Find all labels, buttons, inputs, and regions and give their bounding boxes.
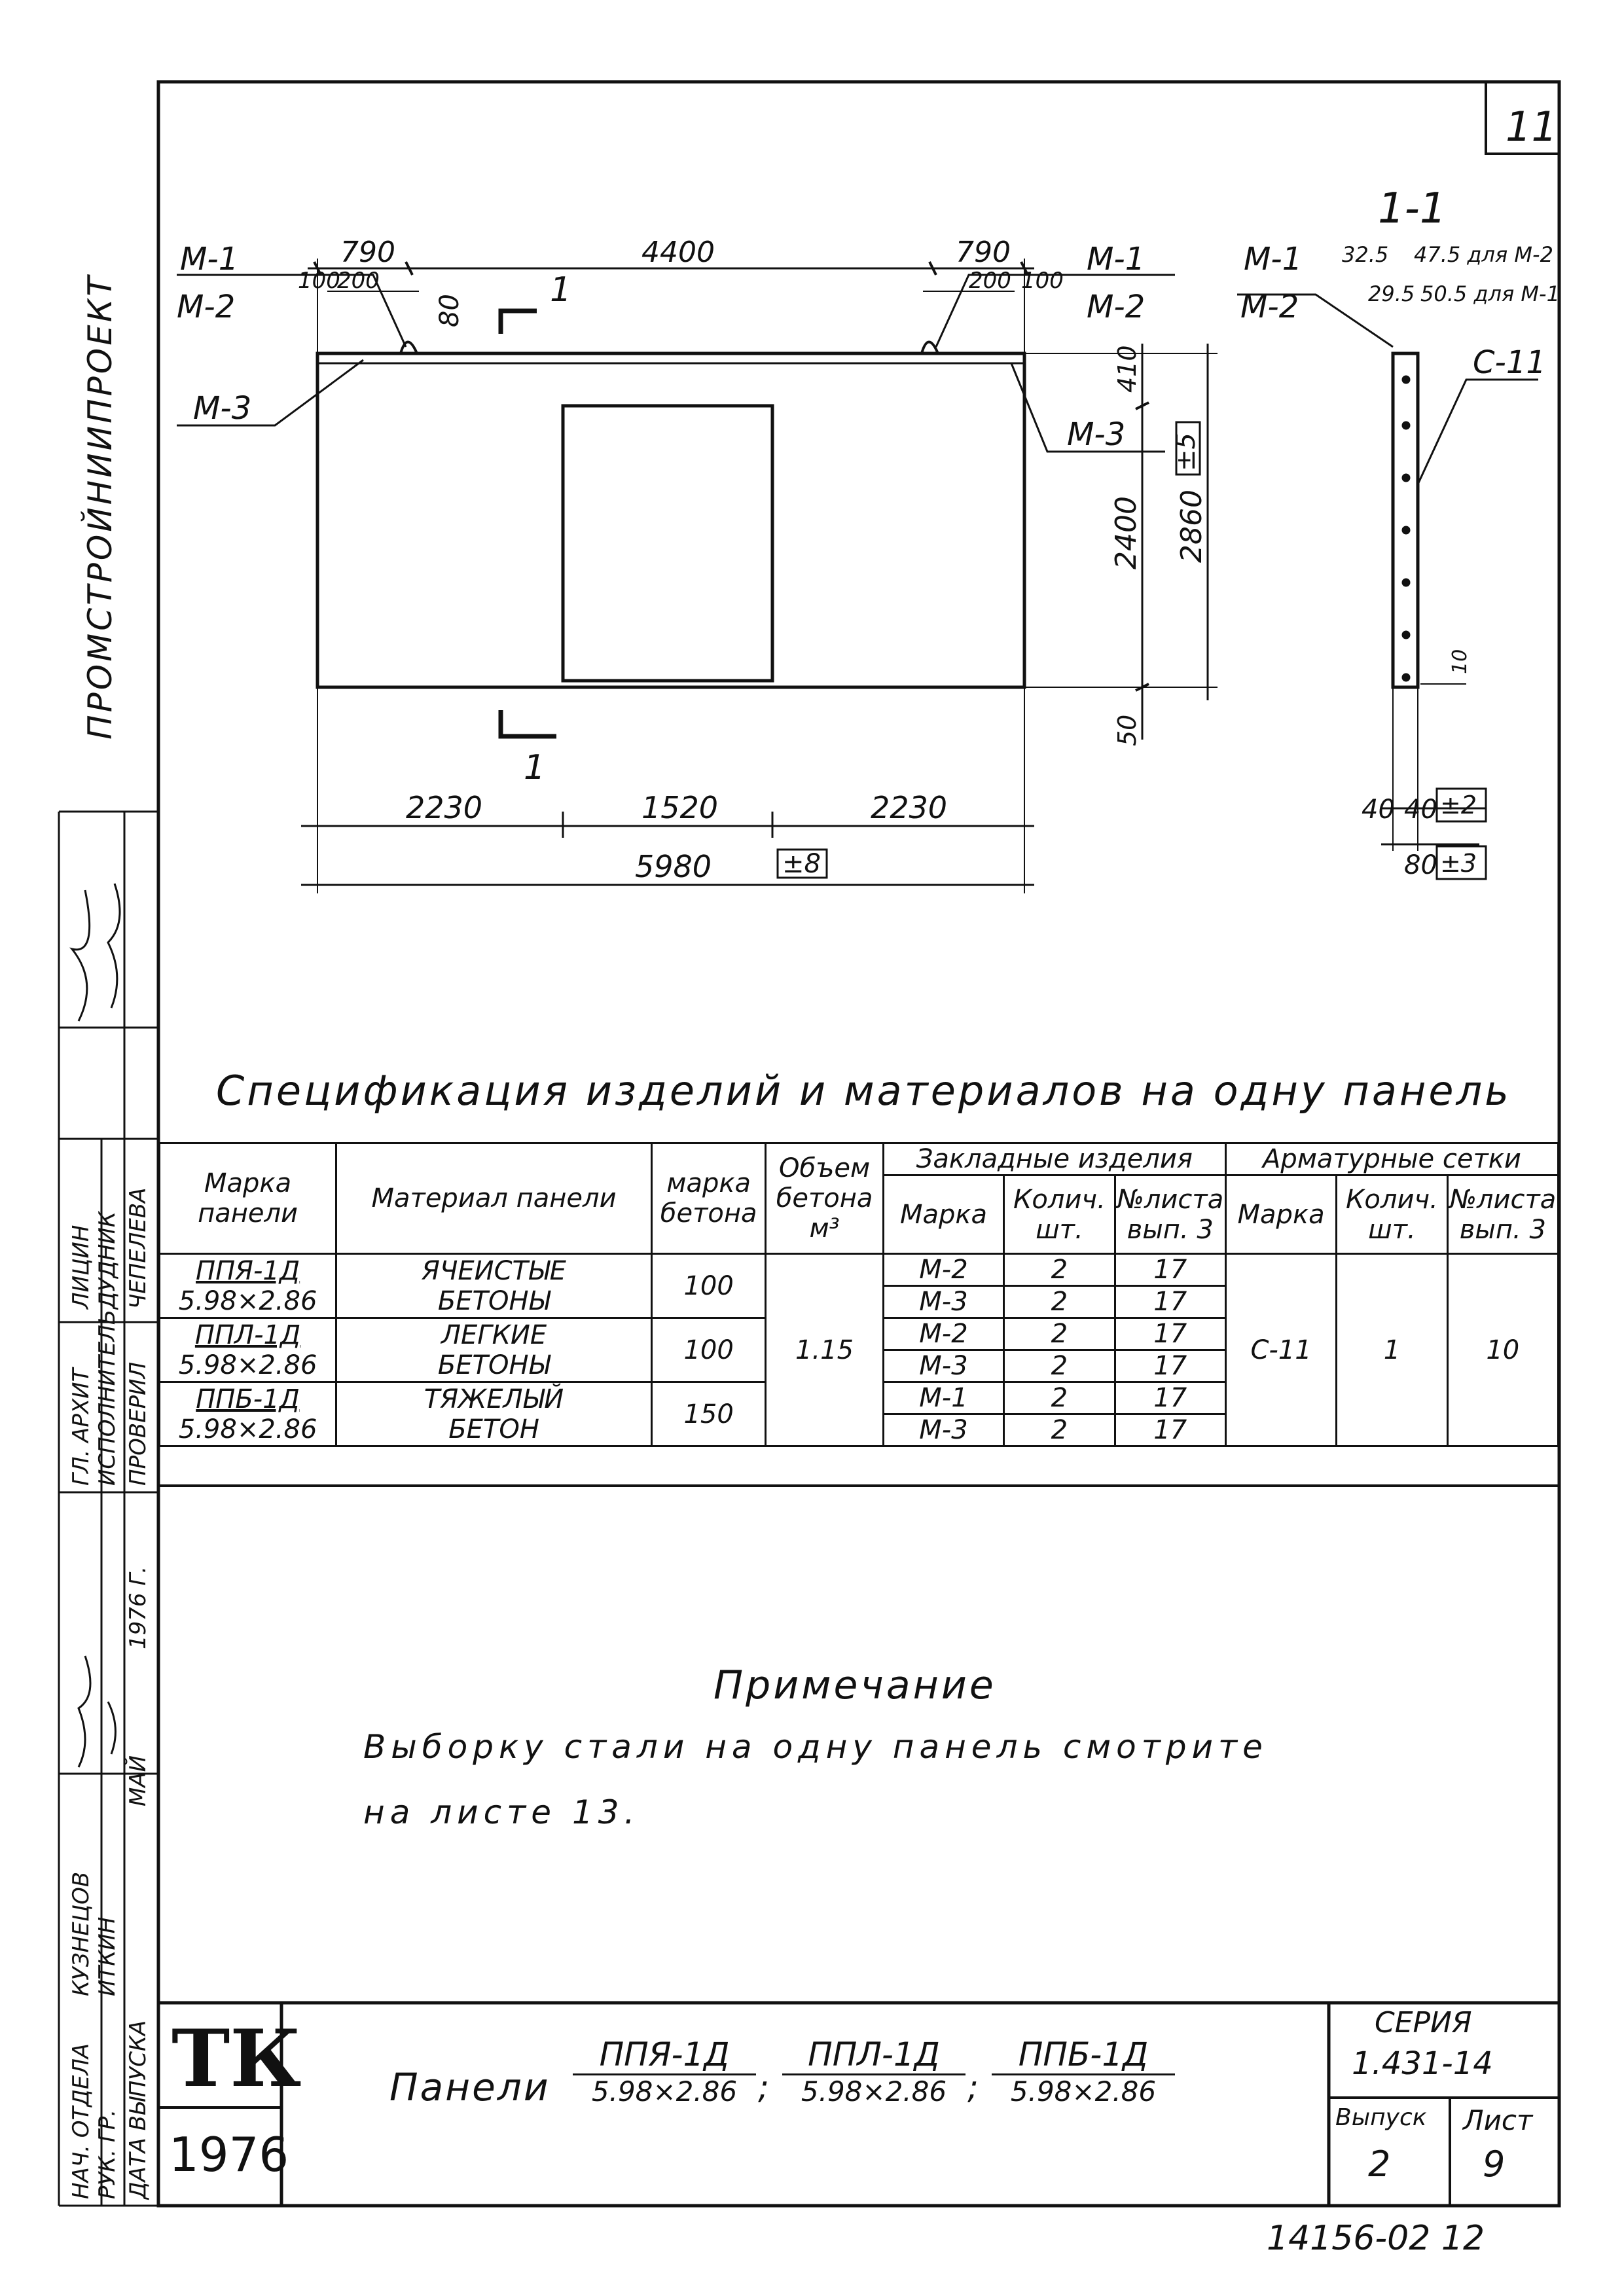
section-dim-40-left: 40: [1362, 795, 1395, 825]
fraction-denominator: 5.98×2.86: [1010, 2075, 1157, 2108]
item-qty: 2: [1004, 1286, 1115, 1318]
dim-1520: 1520: [641, 790, 719, 825]
name-itkin: ИТКИН: [94, 1916, 120, 1996]
item-mark: М-3: [883, 1414, 1003, 1446]
series-label: СЕРИЯ: [1375, 2006, 1472, 2039]
separator: ;: [758, 2068, 769, 2106]
section-note-47-5: 47.5 для М-2: [1414, 242, 1553, 267]
section-label-m1: М-1: [1244, 241, 1303, 278]
section-note-29-5: 29.5: [1368, 281, 1415, 306]
mesh-mark: С-11: [1225, 1254, 1336, 1446]
sheet-value: 9: [1483, 2144, 1506, 2185]
item-sheet: 17: [1115, 1350, 1225, 1382]
opening: [563, 406, 772, 681]
dim-200-left: 200: [337, 268, 380, 294]
panel-mark: ППЛ-1Д: [194, 1319, 301, 1350]
th-mesh-qty: Колич. шт.: [1337, 1175, 1447, 1254]
item-mark: М-2: [883, 1254, 1003, 1286]
tolerance-5: ±5: [1171, 433, 1201, 471]
dim-4400: 4400: [641, 236, 715, 269]
dim-790-right: 790: [956, 236, 1011, 269]
dim-100-left: 100: [298, 268, 340, 294]
sheet-number: 11: [1506, 103, 1557, 151]
mesh-sheet: 10: [1447, 1254, 1558, 1446]
dim-80: 80: [435, 294, 465, 327]
panel-material-cell: [336, 1382, 652, 1446]
label-m3-left: М-3: [193, 390, 252, 427]
date-may: МАЙ: [125, 1755, 151, 1806]
section-1-1: [1237, 295, 1538, 879]
label-m2-right: М-2: [1087, 289, 1146, 325]
material-line: ЛЕГКИЕ: [441, 1319, 547, 1350]
separator: ;: [967, 2068, 979, 2106]
item-mark: М-3: [883, 1350, 1003, 1382]
panel-material-cell: [336, 1254, 652, 1318]
role-arch: ГЛ. АРХИТ: [68, 1368, 94, 1486]
fraction-numerator: ППЯ-1Д: [573, 2036, 756, 2075]
panel-size: 5.98×2.86: [178, 1350, 317, 1380]
name-kuznetsov: КУЗНЕЦОВ: [68, 1871, 94, 1996]
label-m1-right: М-1: [1087, 241, 1146, 278]
fraction-ppb: [992, 2036, 1175, 2108]
th-volume: Объем бетона м³: [766, 1143, 883, 1254]
grade-cell: 150: [651, 1382, 765, 1446]
section-note-50-5: 50.5 для М-1: [1420, 281, 1560, 306]
dim-2400: 2400: [1110, 496, 1143, 569]
note-line-2: на листе 13.: [363, 1793, 640, 1831]
item-sheet: 17: [1115, 1414, 1225, 1446]
footer-number: 14156-02 12: [1267, 2219, 1485, 2258]
dim-410: 410: [1113, 345, 1142, 393]
fraction-denominator: 5.98×2.86: [801, 2075, 947, 2108]
series-value: 1.431-14: [1352, 2045, 1493, 2082]
fraction-ppya: [573, 2036, 756, 2108]
section-tolerance-2: ±2: [1440, 791, 1477, 819]
sheet-label: Лист: [1463, 2104, 1533, 2136]
item-sheet: 17: [1115, 1286, 1225, 1318]
label-m3-right: М-3: [1067, 416, 1126, 453]
material-line: БЕТОН: [448, 1414, 539, 1444]
dim-2230-right: 2230: [871, 790, 948, 825]
stamp-year: 1976 Г.: [125, 1566, 151, 1649]
section-label-m2: М-2: [1240, 289, 1299, 325]
material-line: ТЯЖЕЛЫЙ: [424, 1384, 564, 1414]
item-qty: 2: [1004, 1254, 1115, 1286]
item-mark: М-2: [883, 1318, 1003, 1350]
spec-title: Спецификация изделий и материалов на одну панель: [216, 1067, 1511, 1115]
dim-2230-left: 2230: [406, 790, 483, 825]
role-date: ДАТА ВЫПУСКА: [125, 2020, 151, 2199]
th-embedded: Закладные изделия: [883, 1143, 1225, 1175]
dim-790-left: 790: [340, 236, 395, 269]
section-title: 1-1: [1378, 185, 1447, 233]
grade-cell: 100: [651, 1318, 765, 1382]
role-checked: ПРОВЕРИЛ: [125, 1361, 151, 1486]
material-line: БЕТОНЫ: [437, 1285, 550, 1316]
item-qty: 2: [1004, 1414, 1115, 1446]
item-qty: 2: [1004, 1382, 1115, 1414]
material-line: ЯЧЕИСТЫЕ: [422, 1255, 566, 1286]
panel-size: 5.98×2.86: [178, 1414, 317, 1444]
th-mark-panel: Марка панели: [160, 1143, 336, 1254]
panel-material-cell: [336, 1318, 652, 1382]
section-tolerance-3: ±3: [1440, 849, 1477, 878]
item-qty: 2: [1004, 1350, 1115, 1382]
role-group: РУК. ГР.: [94, 2109, 120, 2199]
name-chepeleva: ЧЕПЕЛЕВА: [125, 1187, 151, 1309]
dim-50: 50: [1113, 714, 1142, 746]
spec-header-row: [160, 1143, 1559, 1175]
tk-logo: ТК: [171, 2013, 302, 2105]
drawing-labels: [177, 185, 1560, 884]
th-emb-qty: Колич. шт.: [1004, 1175, 1115, 1254]
panel-mark-cell: [160, 1318, 336, 1382]
mesh-qty: 1: [1337, 1254, 1447, 1446]
dim-200-right: 200: [969, 268, 1011, 294]
item-mark: М-3: [883, 1286, 1003, 1318]
th-material: Материал панели: [336, 1143, 652, 1254]
signature-scribble: [72, 884, 120, 1021]
panel-mark: ППЯ-1Д: [196, 1255, 300, 1286]
issue-label: Выпуск: [1335, 2104, 1427, 2131]
item-mark: М-1: [883, 1382, 1003, 1414]
name-litsin: ЛИЦИН: [68, 1225, 94, 1309]
section-note-32-5: 32.5: [1342, 242, 1389, 267]
fraction-numerator: ППБ-1Д: [992, 2036, 1175, 2075]
tolerance-8: ±8: [782, 849, 821, 879]
th-emb-sheet: №листа вып. 3: [1115, 1175, 1225, 1254]
item-qty: 2: [1004, 1318, 1115, 1350]
note-line-1: Выборку стали на одну панель смотрите: [363, 1728, 1268, 1766]
panel-mark-cell: [160, 1254, 336, 1318]
dim-2860: 2860: [1175, 490, 1208, 563]
name-dudnik: ДУДНИК: [94, 1211, 120, 1309]
item-sheet: 17: [1115, 1254, 1225, 1286]
th-mesh-sheet: №листа вып. 3: [1447, 1175, 1558, 1254]
signature-scribble-lower: [79, 1656, 115, 1767]
label-m2-left: М-2: [177, 289, 236, 325]
table-row: [160, 1254, 1559, 1286]
panel-size: 5.98×2.86: [178, 1285, 317, 1316]
th-mesh: Арматурные сетки: [1225, 1143, 1558, 1175]
role-head: НАЧ. ОТДЕЛА: [68, 2043, 94, 2199]
fraction-ppl: [782, 2036, 965, 2108]
section-dim-10: 10: [1449, 649, 1471, 674]
item-sheet: 17: [1115, 1318, 1225, 1350]
panel-mark-cell: [160, 1382, 336, 1446]
section-dim-40-right: 40: [1404, 795, 1437, 825]
role-executor: ИСПОЛНИТЕЛЬ: [94, 1309, 120, 1486]
section-dim-80: 80: [1404, 850, 1437, 880]
th-emb-mark: Марка: [883, 1175, 1003, 1254]
dim-5980: 5980: [635, 849, 712, 884]
volume-cell: 1.15: [766, 1254, 883, 1446]
left-stamp-texts: [68, 274, 151, 2200]
th-concrete-grade: марка бетона: [651, 1143, 765, 1254]
section-label-c11: С-11: [1473, 344, 1546, 381]
material-line: БЕТОНЫ: [437, 1350, 550, 1380]
title-year: 1976: [169, 2127, 289, 2182]
spec-table: [158, 1142, 1559, 1447]
issue-value: 2: [1368, 2144, 1391, 2185]
panel-mark: ППБ-1Д: [196, 1384, 300, 1414]
fraction-denominator: 5.98×2.86: [591, 2075, 738, 2108]
org-name: ПРОМСТРОЙНИИПРОЕКТ: [81, 274, 119, 740]
cut-mark-top: 1: [550, 270, 572, 310]
dim-100-right: 100: [1021, 268, 1064, 294]
grade-cell: 100: [651, 1254, 765, 1318]
item-sheet: 17: [1115, 1382, 1225, 1414]
fraction-numerator: ППЛ-1Д: [782, 2036, 965, 2075]
th-mesh-mark: Марка: [1225, 1175, 1336, 1254]
cut-mark-bottom: 1: [524, 748, 546, 787]
note-title: Примечание: [713, 1662, 996, 1708]
label-m1-left: М-1: [180, 241, 239, 278]
panels-word: Панели: [389, 2065, 550, 2109]
